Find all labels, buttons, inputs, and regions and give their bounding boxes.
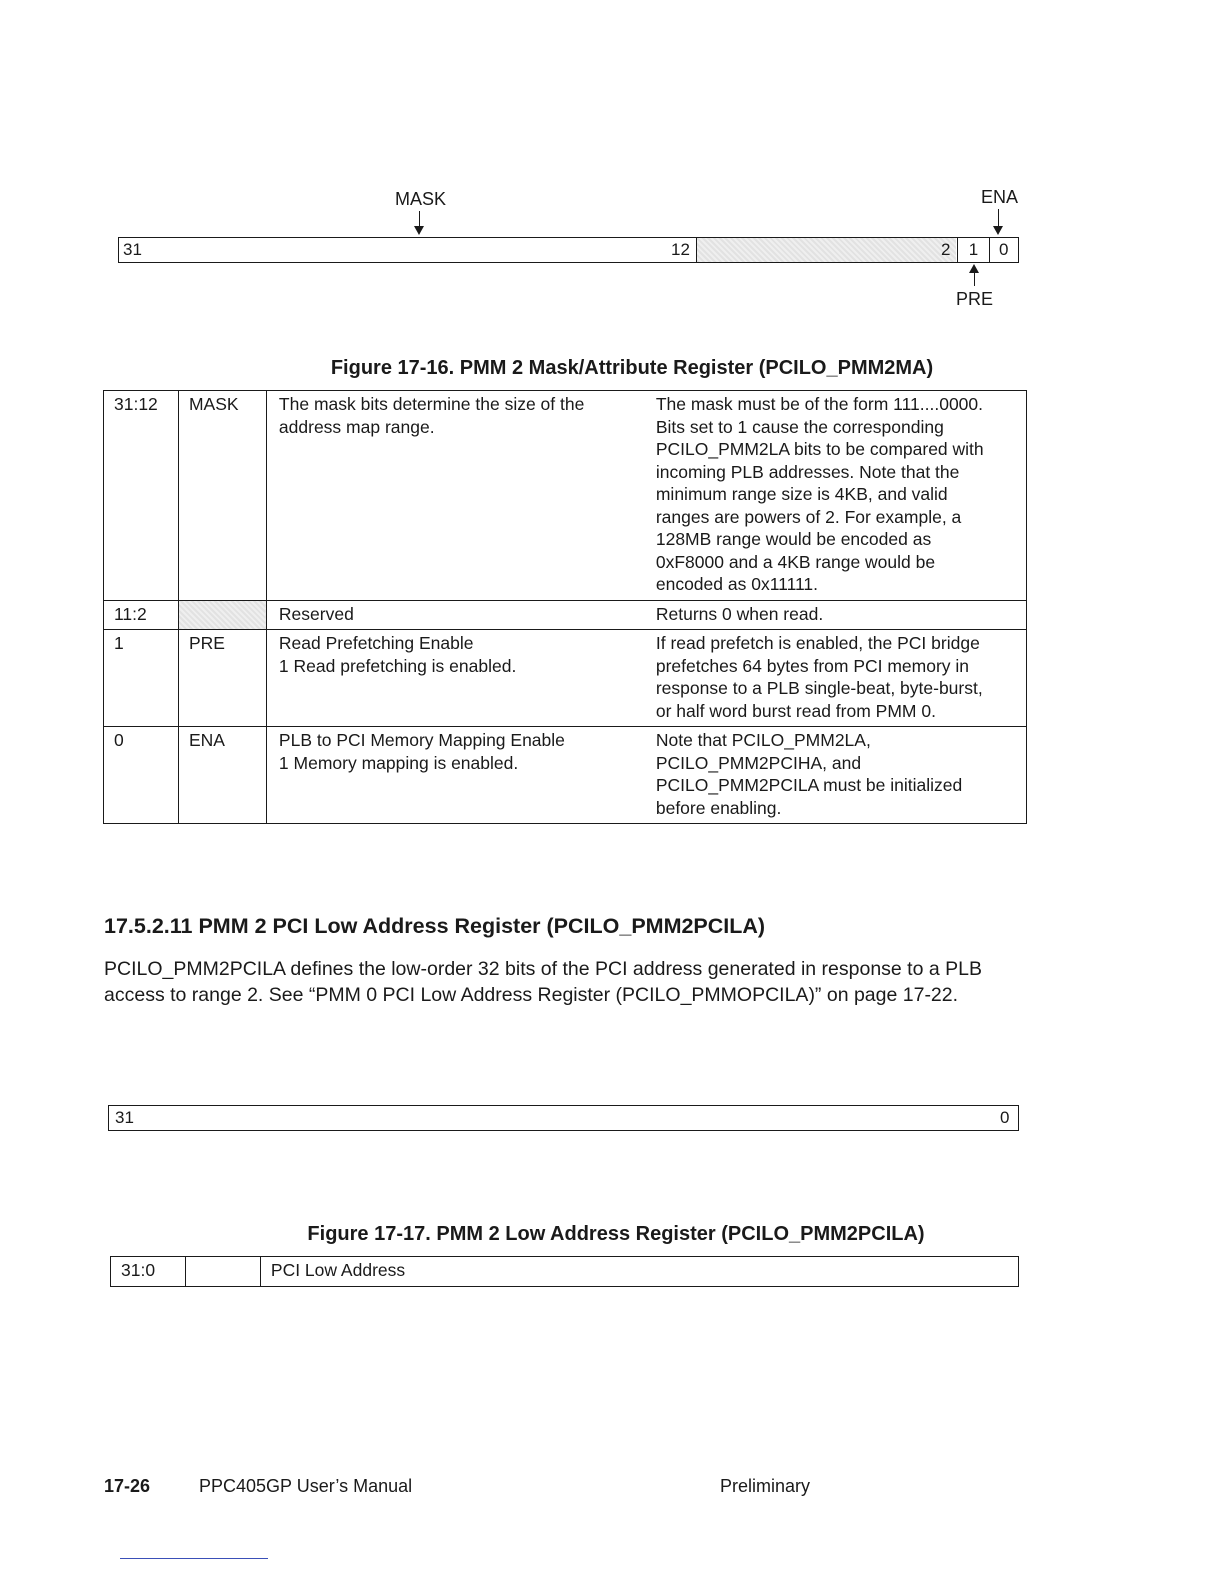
footer-manual-title: PPC405GP User’s Manual	[199, 1476, 413, 1496]
bit-1-label: 1	[968, 240, 979, 259]
description-line: Read Prefetching Enable	[278, 633, 474, 653]
section-paragraph	[104, 957, 1064, 1008]
note-cell	[646, 727, 1027, 824]
footer-page-number: 17-26	[104, 1476, 151, 1496]
description-line: 1 Read prefetching is enabled.	[278, 655, 517, 676]
note-line: PCILO_PMM2LA bits to be compared with	[655, 439, 984, 459]
ena-label: ENA	[981, 187, 1019, 207]
description-cell	[266, 600, 645, 630]
pmm2ma-register-bar	[118, 237, 1019, 263]
table-row	[104, 630, 1027, 727]
ena-arrowhead-icon	[993, 226, 1003, 235]
description-line: 1 Memory mapping is enabled.	[278, 752, 519, 773]
description-line: PLB to PCI Memory Mapping Enable	[278, 730, 565, 750]
description-line: address map range.	[278, 416, 435, 437]
name-cell	[185, 1257, 260, 1287]
mask-arrow-icon	[419, 211, 420, 227]
ena-arrow-icon	[998, 209, 999, 227]
note-line: incoming PLB addresses. Note that the	[655, 461, 960, 482]
note-line: The mask must be of the form 111....0000.	[655, 394, 984, 414]
bits-cell: 31:0	[111, 1257, 186, 1287]
description-line: The mask bits determine the size of the	[278, 394, 585, 414]
bits-cell: 0	[104, 727, 179, 824]
paragraph-line-1: PCILO_PMM2PCILA defines the low-order 32 bits of the PCI address generated in response to a PLB	[104, 958, 982, 980]
note-line: PCILO_PMM2PCIHA, and	[655, 752, 862, 773]
bit-0-label: 0	[999, 240, 1009, 259]
bit-2-label: 2	[941, 240, 951, 259]
table-row	[111, 1257, 1019, 1287]
note-cell	[646, 600, 1027, 630]
note-line: Bits set to 1 cause the corresponding	[655, 416, 944, 437]
note-line: or half word burst read from PMM 0.	[655, 700, 936, 721]
note-cell	[646, 630, 1027, 727]
bit-0-label: 0	[1000, 1108, 1010, 1127]
bit-31-label: 31	[115, 1108, 134, 1127]
table-row	[104, 600, 1027, 630]
note-line: If read prefetch is enabled, the PCI bridge	[655, 633, 980, 653]
figure-17-16-caption: Figure 17-16. PMM 2 Mask/Attribute Register (PCILO_PMM2MA)	[330, 357, 934, 379]
footer-status: Preliminary	[720, 1476, 811, 1496]
note-line: Returns 0 when read.	[655, 603, 824, 624]
pmm2ma-field-table	[103, 390, 1027, 824]
note-line: encoded as 0x11111.	[655, 574, 819, 594]
figure-17-17-caption: Figure 17-17. PMM 2 Low Address Register (PCILO_PMM2PCILA)	[307, 1223, 925, 1245]
name-cell: MASK	[178, 391, 266, 601]
description-cell	[266, 391, 645, 601]
pmm2pcila-field-table	[110, 1256, 1019, 1287]
note-line: PCILO_PMM2PCILA must be initialized	[655, 775, 963, 795]
bits-cell: 1	[104, 630, 179, 727]
table-row	[104, 391, 1027, 601]
reserved-field-shading	[696, 238, 956, 262]
description-cell: PCI Low Address	[260, 1257, 1018, 1287]
name-cell: ENA	[178, 727, 266, 824]
pre-label: PRE	[956, 289, 994, 309]
section-heading: 17.5.2.11 PMM 2 PCI Low Address Register (PCILO_PMM2PCILA)	[104, 914, 766, 938]
note-line: 128MB range would be encoded as	[655, 529, 932, 549]
mask-label: MASK	[395, 189, 447, 209]
note-line: ranges are powers of 2. For example, a	[655, 506, 962, 527]
note-line: before enabling.	[655, 797, 782, 818]
bit-31-label: 31	[123, 240, 142, 259]
name-cell: PRE	[178, 630, 266, 727]
footer-rule	[120, 1558, 268, 1559]
note-line: minimum range size is 4KB, and valid	[655, 484, 948, 504]
bits-cell: 11:2	[104, 600, 179, 630]
bits-cell: 31:12	[104, 391, 179, 601]
bit-1-cell	[957, 238, 990, 262]
note-line: response to a PLB single-beat, byte-burst,	[655, 678, 983, 698]
mask-arrowhead-icon	[414, 226, 424, 235]
note-cell	[646, 391, 1027, 601]
note-line: prefetches 64 bytes from PCI memory in	[655, 655, 970, 676]
description-cell	[266, 630, 645, 727]
pre-arrow-icon	[974, 272, 975, 286]
description-line: Reserved	[278, 603, 354, 624]
table-row	[104, 727, 1027, 824]
name-cell	[178, 600, 266, 630]
paragraph-line-2: access to range 2. See “PMM 0 PCI Low Address Register (PCILO_PMMOPCILA)” on page 17-22.	[104, 983, 959, 1006]
pmm2pcila-register-bar	[108, 1105, 1019, 1131]
description-cell	[266, 727, 645, 824]
bit-12-label: 12	[671, 240, 690, 259]
note-line: Note that PCILO_PMM2LA,	[655, 730, 871, 750]
note-line: 0xF8000 and a 4KB range would be	[655, 551, 936, 572]
